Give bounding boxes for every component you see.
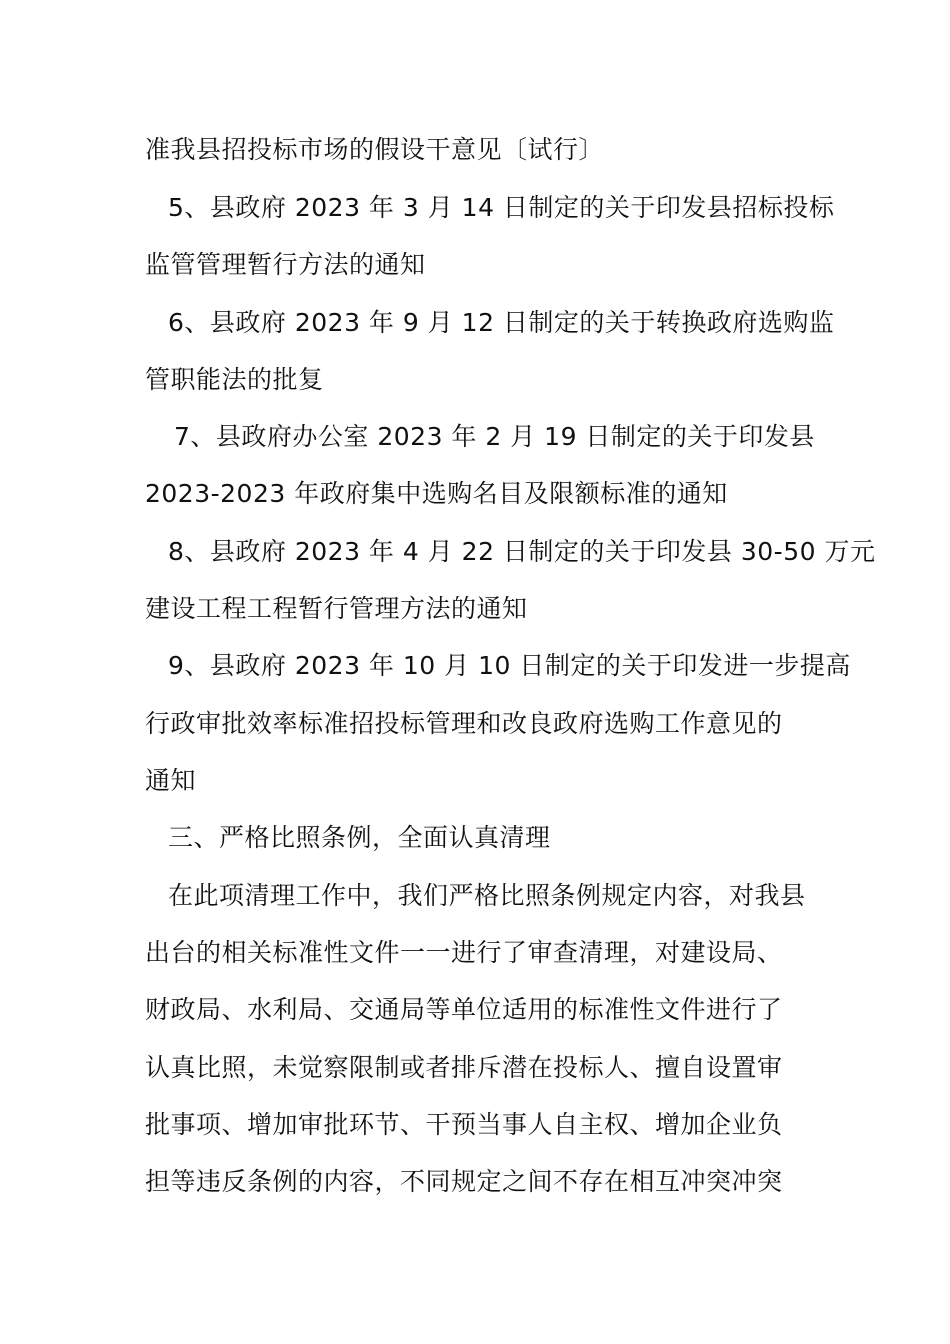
text-line: 2023-2023 年政府集中选购名目及限额标准的通知: [145, 479, 728, 508]
text-line: 管职能法的批复: [145, 365, 324, 394]
list-item-8: 8、县政府 2023 年 4 月 22 日制定的关于印发县 30-50 万元: [168, 537, 876, 566]
list-item-6: 6、县政府 2023 年 9 月 12 日制定的关于转换政府选购监: [168, 308, 835, 337]
list-item-9: 9、县政府 2023 年 10 月 10 日制定的关于印发进一步提高: [168, 651, 851, 680]
text-line: 监管管理暂行方法的通知: [145, 250, 426, 279]
list-item-5: 5、县政府 2023 年 3 月 14 日制定的关于印发县招标投标: [168, 193, 835, 222]
paragraph-line: 出台的相关标准性文件一一进行了审查清理，对建设局、: [145, 938, 783, 967]
paragraph-line: 批事项、增加审批环节、干预当事人自主权、增加企业负: [145, 1110, 783, 1139]
section-heading: 三、严格比照条例，全面认真清理: [168, 823, 551, 852]
paragraph-line: 担等违反条例的内容，不同规定之间不存在相互冲突冲突: [145, 1167, 783, 1196]
paragraph-line: 认真比照，未觉察限制或者排斥潜在投标人、擅自设置审: [145, 1053, 783, 1082]
text-line: 行政审批效率标准招投标管理和改良政府选购工作意见的: [145, 709, 783, 738]
list-item-7: 7、县政府办公室 2023 年 2 月 19 日制定的关于印发县: [174, 422, 815, 451]
paragraph-line: 在此项清理工作中，我们严格比照条例规定内容，对我县: [168, 881, 806, 910]
text-line: 准我县招投标市场的假设干意见〔试行〕: [145, 135, 605, 164]
text-line: 通知: [145, 766, 197, 795]
paragraph-line: 财政局、水利局、交通局等单位适用的标准性文件进行了: [145, 995, 783, 1024]
text-line: 建设工程工程暂行管理方法的通知: [145, 594, 528, 623]
